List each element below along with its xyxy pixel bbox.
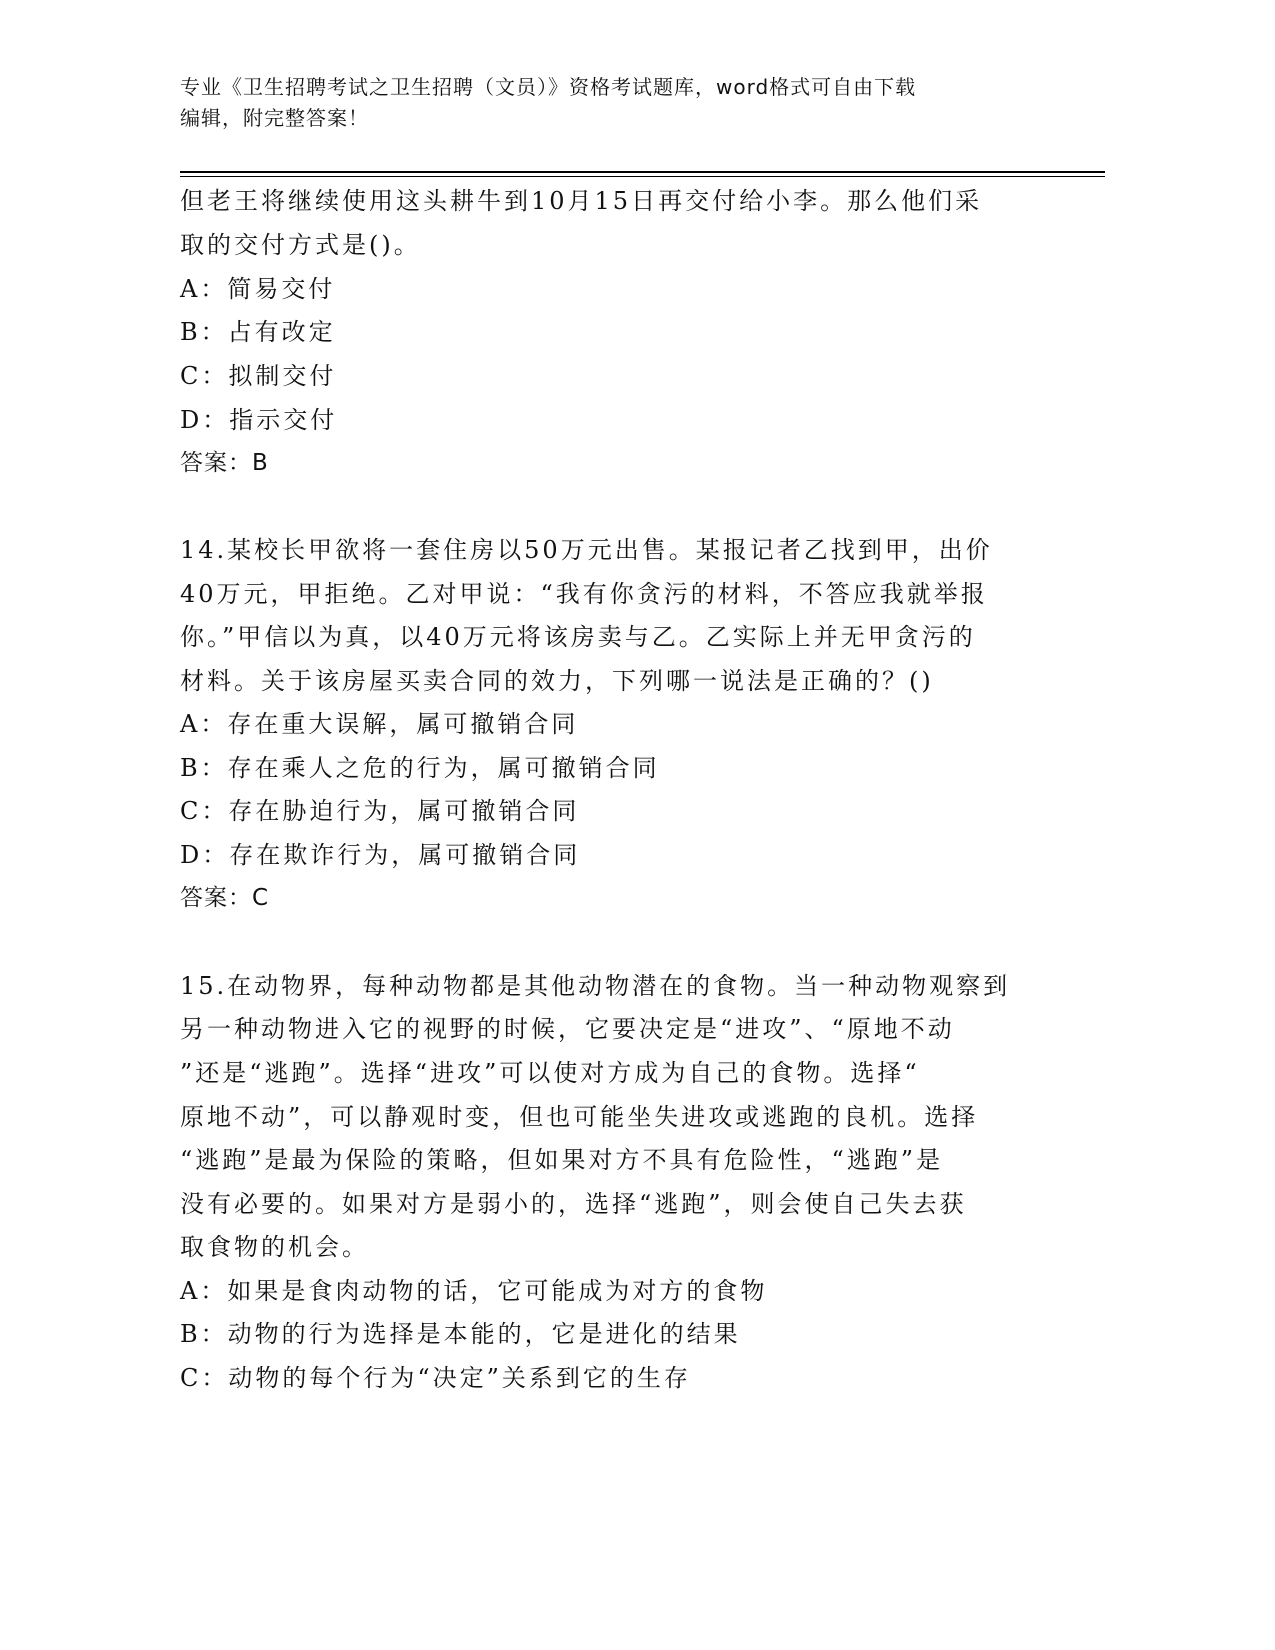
header-divider-bottom	[180, 176, 1105, 177]
question-stem-line: “逃跑”是最为保险的策略，但如果对方不具有危险性，“逃跑”是	[180, 1146, 944, 1174]
answer: 答案：B	[180, 450, 269, 476]
answer: 答案：C	[180, 885, 270, 911]
option-d: D：存在欺诈行为，属可撤销合同	[180, 841, 581, 869]
header-divider-top	[180, 171, 1105, 173]
option-b: B：动物的行为选择是本能的，它是进化的结果	[180, 1320, 741, 1348]
option-c: C：拟制交付	[180, 362, 337, 390]
option-c: C：存在胁迫行为，属可撤销合同	[180, 797, 580, 825]
question-stem-line: 取食物的机会。	[180, 1233, 369, 1261]
question-stem-line: 没有必要的。如果对方是弱小的，选择“逃跑”，则会使自己失去获	[180, 1190, 967, 1218]
question-stem-line: 但老王将继续使用这头耕牛到10月15日再交付给小李。那么他们采	[180, 187, 983, 215]
option-a: A：存在重大误解，属可撤销合同	[180, 710, 579, 738]
question-stem-line: 材料。关于该房屋买卖合同的效力，下列哪一说法是正确的？()	[180, 667, 934, 695]
question-stem-line: ”还是“逃跑”。选择“进攻”可以使对方成为自己的食物。选择“	[180, 1059, 920, 1087]
question-stem-line: 40万元，甲拒绝。乙对甲说：“我有你贪污的材料，不答应我就举报	[180, 580, 988, 608]
question-stem-line: 另一种动物进入它的视野的时候，它要决定是“进攻”、“原地不动	[180, 1015, 955, 1043]
question-stem-line: 15.在动物界，每种动物都是其他动物潜在的食物。当一种动物观察到	[180, 972, 1011, 1000]
option-b: B：存在乘人之危的行为，属可撤销合同	[180, 754, 660, 782]
document-header-line-2: 编辑，附完整答案！	[180, 106, 369, 130]
question-stem-line: 取的交付方式是()。	[180, 231, 421, 259]
question-stem-line: 原地不动”，可以静观时变，但也可能坐失进攻或逃跑的良机。选择	[180, 1103, 979, 1131]
option-b: B：占有改定	[180, 318, 336, 346]
option-a: A：如果是食肉动物的话，它可能成为对方的食物	[180, 1277, 768, 1305]
document-header-line-1: 专业《卫生招聘考试之卫生招聘（文员）》资格考试题库，word格式可自由下载	[180, 75, 917, 99]
option-d: D：指示交付	[180, 406, 338, 434]
question-stem-line: 14.某校长甲欲将一套住房以50万元出售。某报记者乙找到甲，出价	[180, 536, 993, 564]
question-stem-line: 你。”甲信以为真，以40万元将该房卖与乙。乙实际上并无甲贪污的	[180, 623, 976, 651]
option-c: C：动物的每个行为“决定”关系到它的生存	[180, 1364, 691, 1392]
option-a: A：简易交付	[180, 275, 336, 303]
